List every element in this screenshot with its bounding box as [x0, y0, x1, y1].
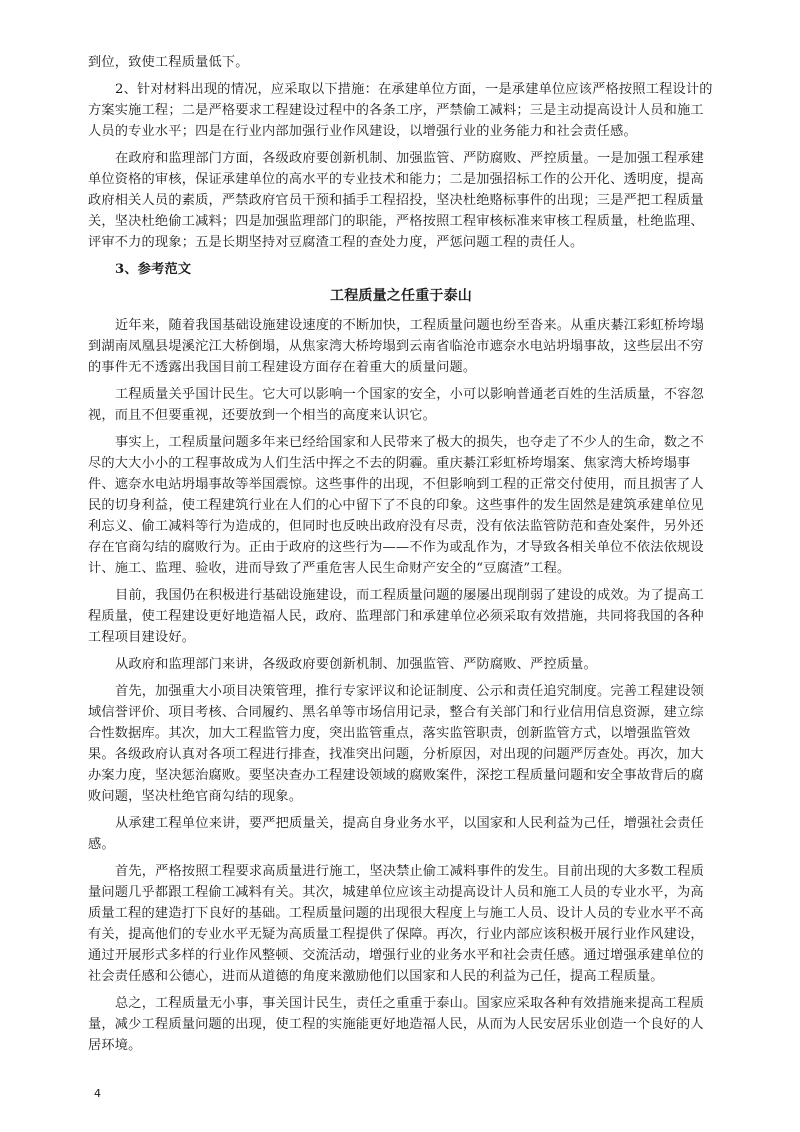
- paragraph-intro: 近年来，随着我国基础设施建设速度的不断加快，工程质量问题也纷至沓来。从重庆綦江彩虹桥垮塌到湖南凤凰县堤溪沱江大桥倒塌，从焦家湾大桥垮塌到云南省临沧市遮奈水电站坍塌事故，这些层出不穷的事件无不透露出我国目前工程建设方面存在着重大的质量问题。: [88, 318, 705, 375]
- paragraph-conclusion: 总之，工程质量无小事，事关国计民生，责任之重重于泰山。国家应采取各种有效措施来提高工程质量，减少工程质量问题的出现，使工程的实施能更好地造福人民，从而为人民安居乐业创造一个良好的人居环境。: [88, 996, 705, 1053]
- paragraph-facts: 事实上，工程质量问题多年来已经给国家和人民带来了极大的损失，也夺走了不少人的生命，数之不尽的大大小小的工程事故成为人们生活中挥之不去的阴霾。重庆綦江彩虹桥垮塌案、焦家湾大桥垮塌事件、遮奈水电站坍塌事故等举国震惊。这些事件的出现，不但影响到工程的正常交付使用，而且损害了人民的切身利益，使工程建筑行业在人们的心中留下了不良的印象。这些事件的发生固然是建筑承建单位见利忘义、偷工减料等行为造成的，但同时也反映出政府没有尽责，没有依法监管防范和查处案件，另外还存在官商勾结的腐败行为。正由于政府的这些行为——不作为或乱作为，才导致各相关单位不依法依规设计、施工、监理、验收，进而导致了严重危害人民生命财产安全的“豆腐渣”工程。: [88, 435, 705, 576]
- paragraph-government-measures: 在政府和监理部门方面，各级政府要创新机制、加强监管、严防腐败、严控质量。一是加强工程承建单位资格的审核，保证承建单位的高水平的专业技术和能力；二是加强招标工作的公开化、透明度，提高政府相关人员的素质，严禁政府官员干预和插手工程招投，坚决杜绝赂标事件的出现；三是严把工程质量关，坚决杜绝偷工减料；四是加强监理部门的职能，严格按照工程审核标准来审核工程质量，杜绝监理、评审不力的现象；五是长期坚持对豆腐渣工程的查处力度，严惩问题工程的责任人。: [88, 151, 705, 250]
- page-number: 4: [94, 1087, 101, 1100]
- paragraph-contractor: 从承建工程单位来讲，要严把质量关，提高自身业务水平，以国家和人民利益为己任，增强社会责任感。: [88, 816, 705, 852]
- paragraph-contractor-detail: 首先，严格按照工程要求高质量进行施工，坚决禁止偷工减料事件的发生。目前出现的大多数工程质量问题几乎都跟工程偷工减料有关。其次，城建单位应该主动提高设计人员和施工人员的专业水平，为高质量工程的建造打下良好的基础。工程质量问题的出现很大程度上与施工人员、设计人员的专业水平不高有关，提高他们的专业水平无疑为高质量工程提供了保障。再次，行业内部应该积极开展行业作风建设，通过开展形式多样的行业作风整顿、交流活动，增强行业的业务水平和社会责任感。通过增强承建单位的社会责任感和公德心，进而从道德的角度来激励他们以国家和人民的利益为己任，提高工程质量。: [88, 864, 705, 984]
- section-heading: 3、参考范文: [115, 262, 192, 277]
- paragraph-government-detail: 首先，加强重大小项目决策管理，推行专家评议和论证制度、公示和责任追究制度。完善工程建设领域信誉评价、项目考核、合同履约、黑名单等市场信用记录，整合有关部门和行业信用信息资源，建立综合性数据库。其次，加大工程监管力度，突出监管重点，落实监管职责，创新监管方式，以增强监管效果。各级政府认真对各项工程进行排查，找准突出问题，分析原因，对出现的问题严厉查处。再次，加大办案力度，坚决惩治腐败。要坚决查办工程建设领域的腐败案件，深挖工程质量问题和安全事故背后的腐败问题，坚决杜绝官商勾结的现象。: [88, 684, 705, 804]
- paragraph-continuation: 到位，致使工程质量低下。: [88, 55, 249, 70]
- essay-title: 工程质量之任重于泰山: [330, 288, 472, 304]
- paragraph-current: 目前，我国仍在积极进行基础设施建设，而工程质量问题的屡屡出现削弱了建设的成效。为了提高工程质量，使工程建设更好地造福人民，政府、监理部门和承建单位必须采取有效措施，共同将我国的各种工程项目建设好。: [88, 588, 705, 645]
- paragraph-importance: 工程质量关乎国计民生。它大可以影响一个国家的安全，小可以影响普通老百姓的生活质量，不容忽视，而且不但要重视，还要放到一个相当的高度来认识它。: [88, 387, 705, 423]
- paragraph-government: 从政府和监理部门来讲，各级政府要创新机制、加强监管、严防腐败、严控质量。: [115, 657, 597, 672]
- paragraph-material-measures: 2、针对材料出现的情况，应采取以下措施：在承建单位方面，一是承建单位应该严格按照工程设计的方案实施工程；二是严格要求工程建设过程中的各条工序，严禁偷工减料；三是主动提高设计人员和施工人员的专业水平；四是在行业内部加强行业作风建设，以增强行业的业务能力和社会责任感。: [88, 82, 713, 139]
- document-body: [88, 52, 714, 1062]
